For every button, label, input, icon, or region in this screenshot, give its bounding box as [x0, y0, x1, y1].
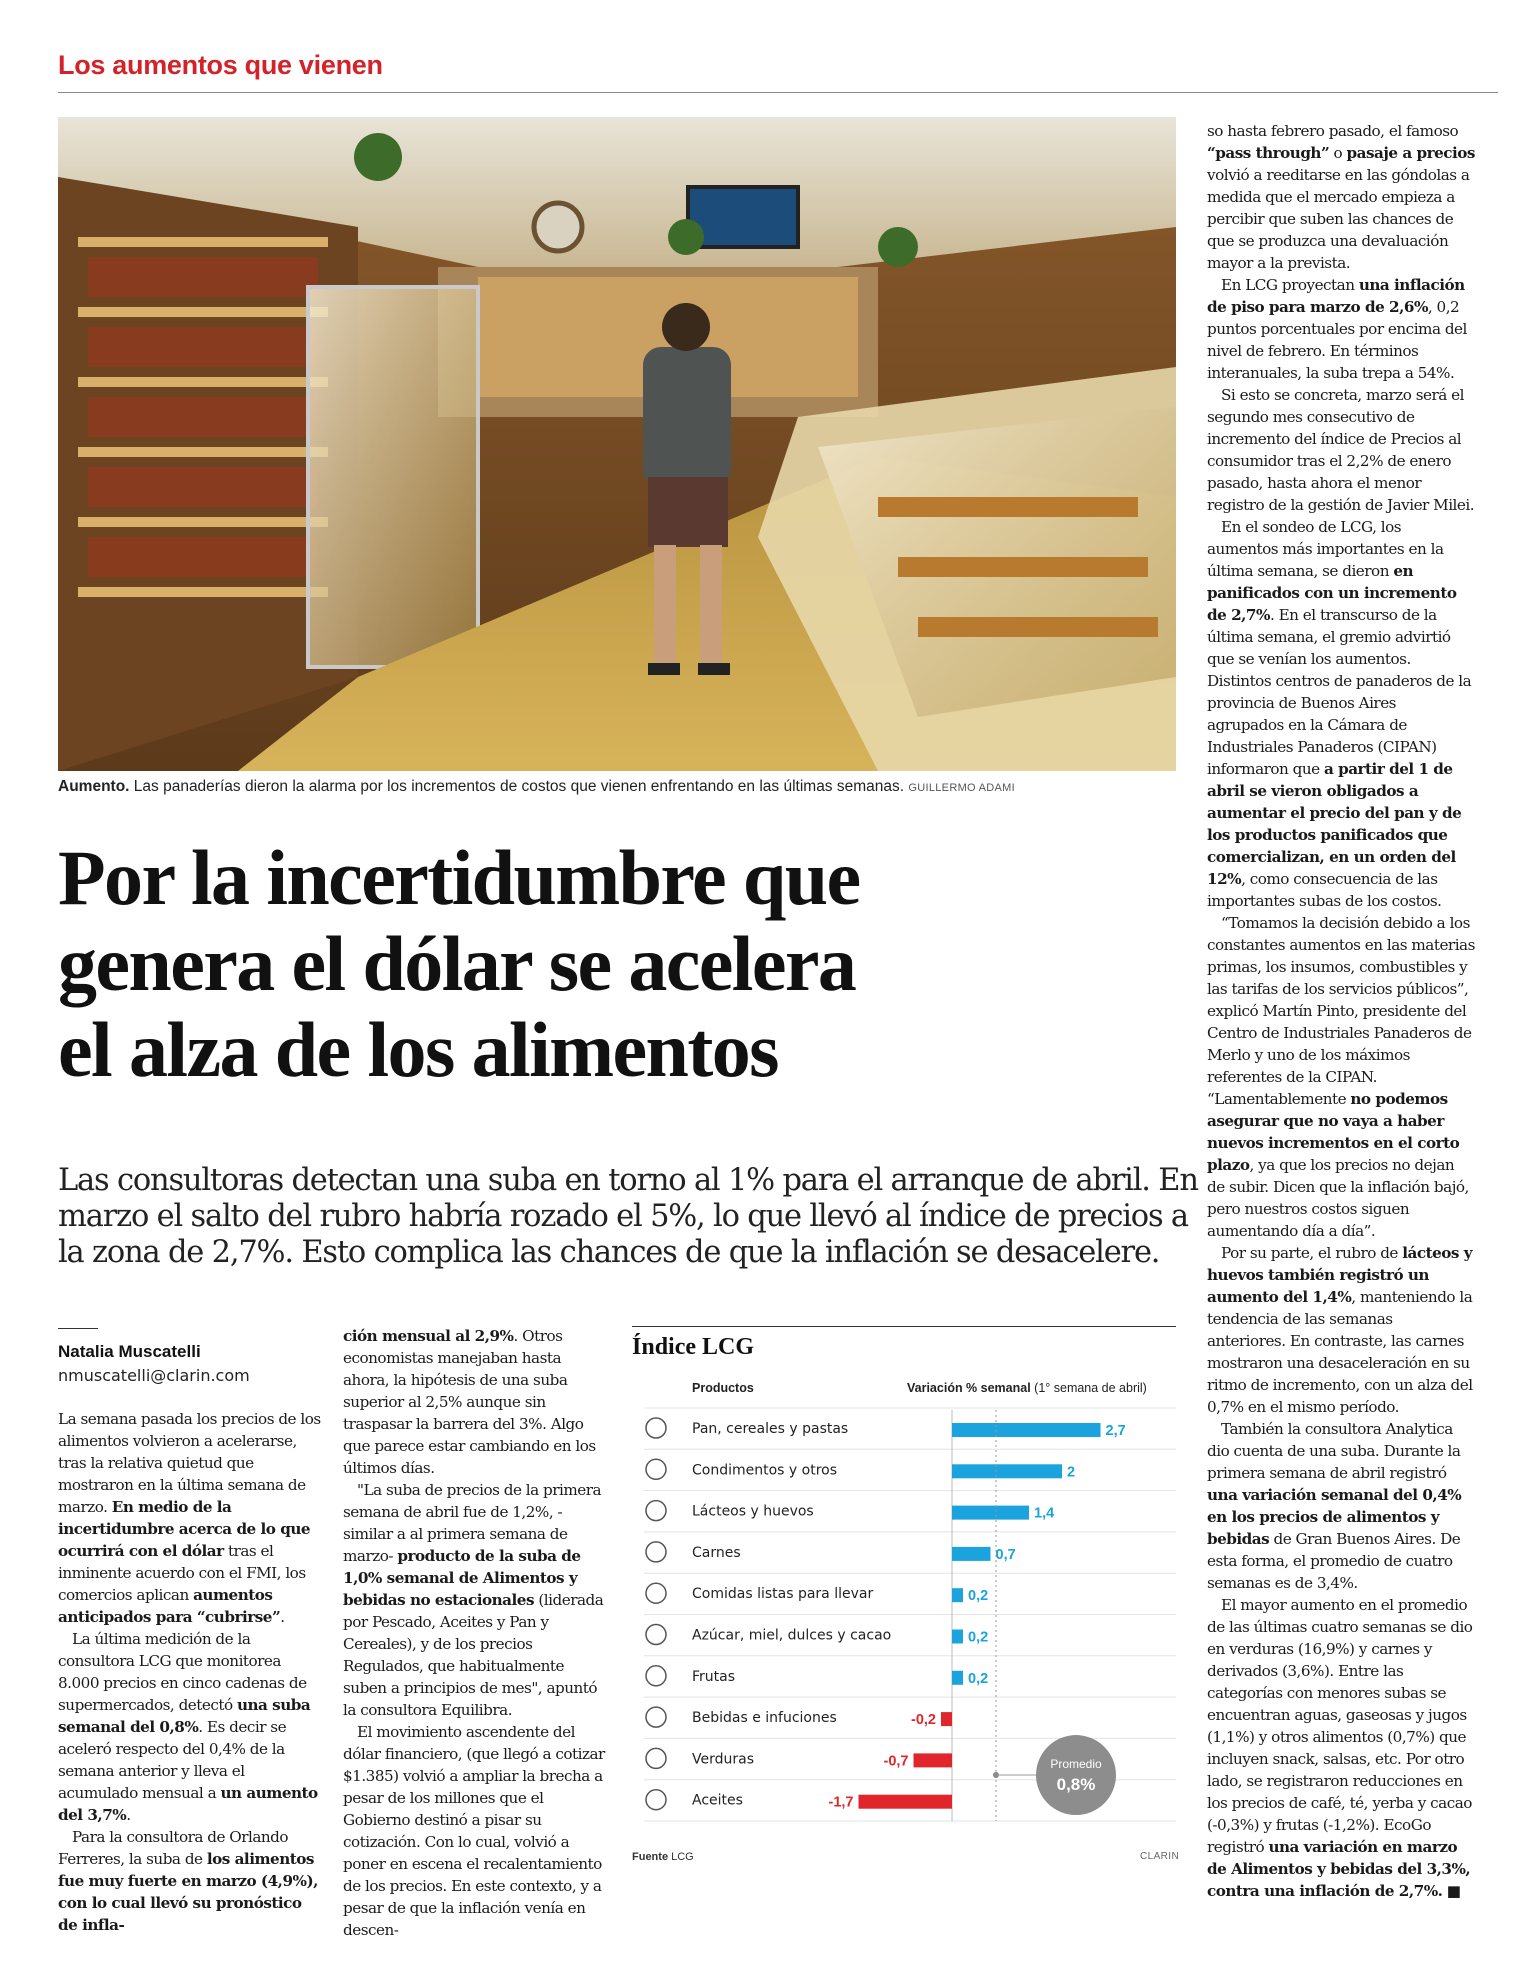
headline-line-3: el alza de los alimentos	[58, 1006, 778, 1093]
bar	[952, 1423, 1101, 1437]
oil-bottle-icon	[646, 1790, 666, 1810]
average-label: Promedio	[1050, 1757, 1102, 1772]
paragraph: Por su parte, el rubro de lácteos y huevos también registró un aumento del 1,4%, manteniendo la tendencia de las semanas anteriores. En contraste, las carnes mostraron una desaceleración en su ritmo de incremento, con un alza del 0,7% en el mismo período.	[1207, 1244, 1473, 1416]
paragraph: Si esto se concreta, marzo será el segundo mes consecutivo de incremento del índice de Precios al consumidor tras el 2,2% de enero pasado, hasta ahora el menor registro de la gestión de Javier Milei.	[1207, 386, 1475, 514]
paragraph: La última medición de la consultora LCG que monitorea 8.000 precios en cinco cadenas de supermercados, detectó una suba semanal del 0,8%. Es decir se aceleró respecto del 0,4% de la semana anterior y lleva el acumulado mensual a un aumento del 3,7%.	[58, 1630, 318, 1824]
paragraph: ción mensual al 2,9%. Otros economistas manejaban hasta ahora, la hipótesis de una suba superior al 2,5% aunque sin traspasar la barrera del 3%. Algo que parece estar cambiando en los últimos días.	[343, 1327, 596, 1477]
deck	[58, 1163, 1198, 1271]
bar	[914, 1753, 953, 1767]
deck-line-2: marzo el salto del rubro habría rozado el 5%, lo que llevó al índice de precios a	[58, 1199, 1188, 1234]
byline-divider	[58, 1328, 98, 1329]
bread-icon	[646, 1418, 666, 1438]
caption-lead: Aumento.	[58, 778, 130, 795]
deck-line-3: la zona de 2,7%. Esto complica las chances de que la inflación se desacelere.	[58, 1235, 1160, 1270]
author-email[interactable]: nmuscatelli@clarin.com	[58, 1366, 250, 1385]
chart-source: Fuente LCG	[632, 1851, 694, 1863]
photo-caption	[58, 778, 1176, 796]
value-label: -0,7	[883, 1753, 909, 1770]
category-label: Lácteos y huevos	[692, 1503, 814, 1520]
value-label: 0,2	[968, 1670, 989, 1687]
milk-icon	[646, 1501, 666, 1521]
category-label: Comidas listas para llevar	[692, 1586, 874, 1603]
paragraph: “Tomamos la decisión debido a los constantes aumentos en las materias primas, los insumos, combustibles y las tarifas de los servicios públicos”, explicó Martín Pinto, presidente del Centro de Industriales Panaderos de Merlo y uno de los máximos referentes de la CIPAN. “Lamentablemente no podemos asegurar que no vaya a haber nuevos incrementos en el corto plazo, ya que los precios no dejan de subir. Dicen que la inflación bajó, pero nuestros costos siguen aumentando día a día”.	[1207, 914, 1475, 1240]
deck-line-1: Las consultoras detectan una suba en torno al 1% para el arranque de abril. En	[58, 1163, 1198, 1198]
paragraph: El mayor aumento en el promedio de las últimas cuatro semanas se dio en verduras (16,9%) y carnes y derivados (3,6%). Entre las categorías con menores subas se encuentran aguas, gaseosas y jugos (1,1%) y otros alimentos (0,7%) que incluyen snack, salsas, etc. Por otro lado, se registraron reducciones en los precios de café, té, yerba y cacao (-0,3%) y frutas (-1,2%). EcoGo registró una variación en marzo de Alimentos y bebidas del 3,3%, contra una inflación de 2,7%. ■	[1207, 1596, 1473, 1900]
bar	[941, 1712, 952, 1726]
value-label: 2	[1067, 1464, 1076, 1481]
paragraph: "La suba de precios de la primera semana de abril fue de 1,2%, -similar a al primera semana de marzo- producto de la suba de 1,0% semanal de Alimentos y bebidas no estacionales (liderada por Pescado, Aceites y Pan y Cereales), y de los precios Regulados, que habitualmente suben a principios de mes", apuntó la consultora Equilibra.	[343, 1481, 604, 1719]
col-header-variation: Variación % semanal (1° semana de abril)	[907, 1381, 1147, 1395]
paragraph: En el sondeo de LCG, los aumentos más importantes en la última semana, se dieron en panificados con un incremento de 2,7%. En el transcurso de la última semana, el gremio advirtió que se venían los aumentos. Distintos centros de panaderos de la provincia de Buenos Aires agrupados en la Cámara de Industriales Panaderos (CIPAN) informaron que a partir del 1 de abril se vieron obligados a aumentar el precio del pan y de los productos panificados que comercializan, en un orden del 12%, como consecuencia de las importantes subas de los costos.	[1207, 518, 1472, 910]
author-name: Natalia Muscatelli	[58, 1342, 201, 1361]
paragraph: Para la consultora de Orlando Ferreres, la suba de los alimentos fue muy fuerte en marzo (4,9%), con lo cual llevó su pronóstico de infla-	[58, 1828, 318, 1934]
bakery-photo-illustration	[58, 117, 1176, 771]
category-label: Aceites	[692, 1792, 743, 1809]
value-label: 0,2	[968, 1588, 989, 1605]
apple-icon	[646, 1666, 666, 1686]
average-value: 0,8%	[1056, 1775, 1096, 1795]
col-header-products: Productos	[692, 1381, 754, 1395]
cup-icon	[646, 1707, 666, 1727]
chart-top-rule	[632, 1326, 1176, 1327]
value-label: 0,2	[968, 1629, 989, 1646]
value-label: -1,7	[828, 1794, 854, 1811]
bar	[952, 1588, 963, 1602]
value-label: 2,7	[1105, 1423, 1126, 1439]
category-label: Pan, cereales y pastas	[692, 1421, 849, 1437]
bar	[952, 1547, 991, 1561]
value-label: 0,7	[995, 1546, 1016, 1563]
bar	[952, 1506, 1029, 1520]
category-label: Carnes	[692, 1544, 741, 1561]
bar	[952, 1464, 1062, 1478]
headline-line-2: genera el dólar se acelera	[58, 920, 856, 1007]
end-mark: ■	[1446, 1882, 1461, 1900]
caption-text: Las panaderías dieron la alarma por los incrementos de costos que vienen enfrentando en las últimas semanas.	[133, 778, 905, 795]
value-label: 1,4	[1034, 1505, 1055, 1522]
takeaway-icon	[646, 1583, 666, 1603]
category-label: Azúcar, miel, dulces y cacao	[692, 1627, 892, 1644]
chart-credit: CLARIN	[1140, 1851, 1180, 1862]
value-label: -0,2	[911, 1712, 936, 1729]
bakery-photo	[58, 117, 1176, 771]
meat-icon	[646, 1542, 666, 1562]
paragraph: La semana pasada los precios de los alimentos volvieron a acelerarse, tras la relativa quietud que mostraron en la última semana de marzo. En medio de la incertidumbre acerca de lo que ocurrirá con el dólar tras el inminente acuerdo con el FMI, los comercios aplican aumentos anticipados para “cubrirse”.	[58, 1410, 321, 1626]
bar	[952, 1630, 963, 1644]
headline-line-1: Por la incertidumbre que	[58, 834, 860, 921]
sugar-jar-icon	[646, 1625, 666, 1645]
jar-icon	[646, 1459, 666, 1479]
lcg-bar-chart	[632, 1370, 1176, 1848]
category-label: Bebidas e infuciones	[692, 1710, 837, 1727]
carrot-icon	[646, 1748, 666, 1768]
category-label: Verduras	[692, 1751, 755, 1768]
photo-credit: GUILLERMO ADAMI	[908, 782, 1015, 794]
section-label: Los aumentos que vienen	[58, 50, 383, 80]
paragraph: El movimiento ascendente del dólar financiero, (que llegó a cotizar $1.385) volvió a ampliar la brecha a pesar de los millones que el Gobierno destinó a pisar su cotización. Con lo cual, volvió a poner en escena el recalentamiento de los precios. En este contexto, y a pesar de que la inflación venía en descen-	[343, 1723, 605, 1939]
body-column-3	[1207, 120, 1475, 1902]
category-label: Condimentos y otros	[692, 1462, 838, 1479]
headline	[58, 835, 1178, 1093]
paragraph: so hasta febrero pasado, el famoso “pass through” o pasaje a precios volvió a reeditarse en las góndolas a medida que el mercado empieza a percibir que suben las chances de que se produzca una devaluación mayor a la prevista.	[1207, 122, 1475, 272]
top-divider	[58, 92, 1498, 93]
body-column-1	[58, 1408, 323, 1936]
paragraph: También la consultora Analytica dio cuenta de una suba. Durante la primera semana de abril registró una variación semanal del 0,4% en los precios de alimentos y bebidas de Gran Buenos Aires. De esta forma, el promedio de cuatro semanas es de 3,4%.	[1207, 1420, 1462, 1592]
bar	[952, 1671, 963, 1685]
bar	[859, 1795, 953, 1809]
body-column-2	[343, 1325, 608, 1941]
category-label: Frutas	[692, 1668, 736, 1685]
paragraph: En LCG proyectan una inflación de piso para marzo de 2,6%, 0,2 puntos porcentuales por encima del nivel de febrero. En términos interanuales, la suba trepa a 54%.	[1207, 276, 1467, 382]
chart-title: Índice LCG	[632, 1334, 755, 1360]
